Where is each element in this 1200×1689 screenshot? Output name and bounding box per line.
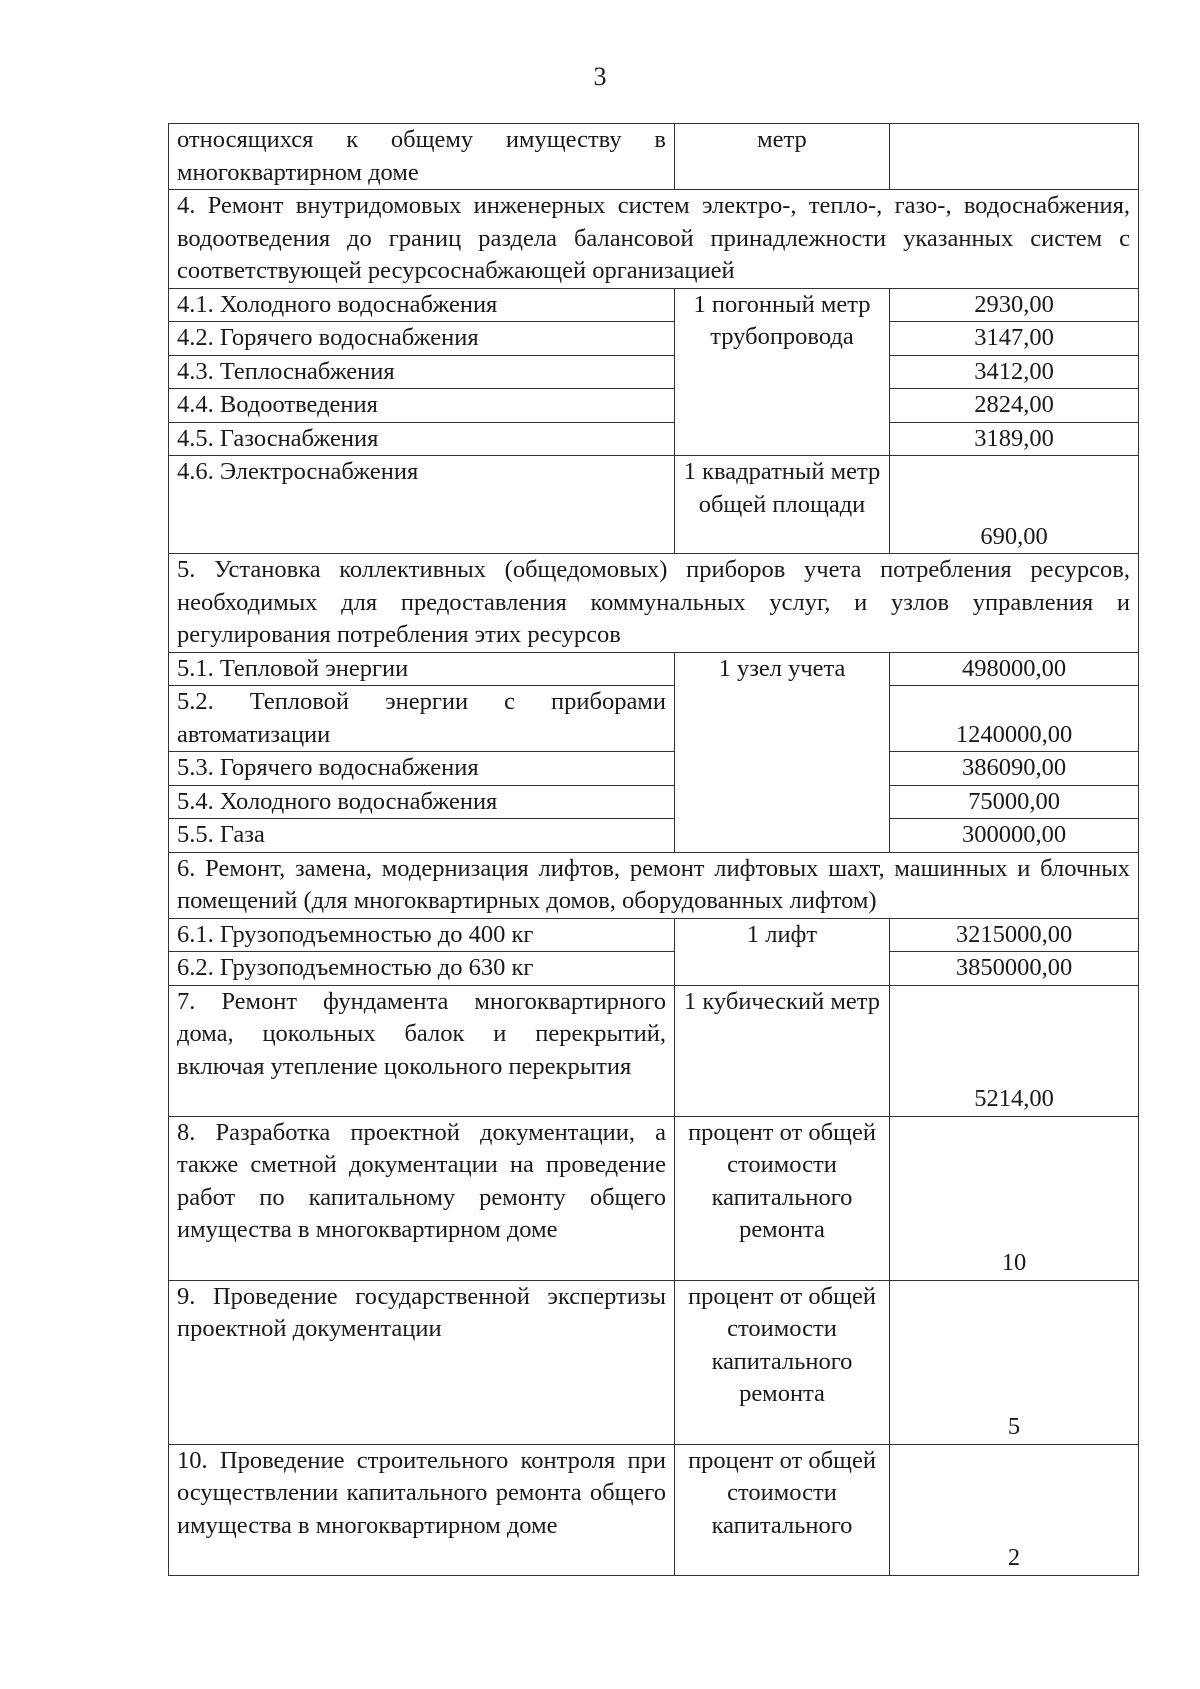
table-row (169, 1280, 1139, 1444)
table-row (169, 985, 1139, 1116)
work-cell: 8. Разработка проектной документации, а также сметной документации на проведение работ по капитальному ремонту общего имущества в многоквартирном доме (169, 1116, 675, 1280)
price-cell (890, 124, 1139, 190)
table-row (169, 652, 1139, 686)
work-cell: 4.5. Газоснабжения (169, 422, 675, 456)
table-row (169, 422, 1139, 456)
work-cell: 5.5. Газа (169, 819, 675, 853)
table-row (169, 389, 1139, 423)
price-cell: 3850000,00 (890, 952, 1139, 986)
section-row (169, 852, 1139, 918)
table-row (169, 819, 1139, 853)
section-heading: 6. Ремонт, замена, модернизация лифтов, ремонт лифтовых шахт, машинных и блочных помещений (для многоквартирных домов, оборудованных лифтом) (169, 852, 1139, 918)
price-cell: 10 (890, 1116, 1139, 1280)
table-row (169, 288, 1139, 322)
table-row (169, 686, 1139, 752)
price-cell: 3189,00 (890, 422, 1139, 456)
price-cell: 386090,00 (890, 752, 1139, 786)
table-row (169, 355, 1139, 389)
table-row (169, 918, 1139, 952)
work-cell: 4.1. Холодного водоснабжения (169, 288, 675, 322)
cost-table (168, 123, 1139, 1576)
price-cell: 498000,00 (890, 652, 1139, 686)
work-cell: 4.4. Водоотведения (169, 389, 675, 423)
section-heading: 5. Установка коллективных (общедомовых) приборов учета потребления ресурсов, необходимых для предоставления коммунальных услуг, и узлов управления и регулирования потребления этих ресурсов (169, 554, 1139, 653)
work-cell: относящихся к общему имуществу в многоквартирном доме (169, 124, 675, 190)
unit-cell: 1 погонный метр трубопровода (675, 288, 890, 456)
unit-cell: процент от общей стоимости капитального ремонта (675, 1280, 890, 1444)
price-cell: 3412,00 (890, 355, 1139, 389)
price-cell: 75000,00 (890, 785, 1139, 819)
section-row (169, 554, 1139, 653)
unit-cell: метр (675, 124, 890, 190)
unit-cell: 1 лифт (675, 918, 890, 985)
price-cell: 300000,00 (890, 819, 1139, 853)
work-cell: 9. Проведение государственной экспертизы проектной документации (169, 1280, 675, 1444)
section-heading: 4. Ремонт внутридомовых инженерных систем электро-, тепло-, газо-, водоснабжения, водоотведения до границ раздела балансовой принадлежности указанных систем с соответствующей ресурсоснабжающей организацией (169, 190, 1139, 289)
work-cell: 10. Проведение строительного контроля при осуществлении капитального ремонта общего имущества в многоквартирном доме (169, 1444, 675, 1575)
table-row (169, 952, 1139, 986)
price-cell: 690,00 (890, 456, 1139, 554)
page-number: 3 (593, 62, 607, 91)
work-cell: 4.2. Горячего водоснабжения (169, 322, 675, 356)
price-cell: 5 (890, 1280, 1139, 1444)
unit-cell: 1 кубический метр (675, 985, 890, 1116)
unit-cell: процент от общей стоимости капитального (675, 1444, 890, 1575)
section-row (169, 190, 1139, 289)
table-row (169, 456, 1139, 554)
price-cell: 3215000,00 (890, 918, 1139, 952)
unit-cell: 1 квадратный метр общей площади (675, 456, 890, 554)
work-cell: 5.2. Тепловой энергии с приборами автоматизации (169, 686, 675, 752)
table-row (169, 124, 1139, 190)
price-cell: 5214,00 (890, 985, 1139, 1116)
price-cell: 2930,00 (890, 288, 1139, 322)
table-row (169, 752, 1139, 786)
unit-cell: 1 узел учета (675, 652, 890, 852)
work-cell: 4.3. Теплоснабжения (169, 355, 675, 389)
price-cell: 3147,00 (890, 322, 1139, 356)
price-cell: 1240000,00 (890, 686, 1139, 752)
unit-cell: процент от общей стоимости капитального ремонта (675, 1116, 890, 1280)
table-row (169, 322, 1139, 356)
table-row (169, 1116, 1139, 1280)
work-cell: 6.1. Грузоподъемностью до 400 кг (169, 918, 675, 952)
work-cell: 5.1. Тепловой энергии (169, 652, 675, 686)
table-row (169, 785, 1139, 819)
work-cell: 6.2. Грузоподъемностью до 630 кг (169, 952, 675, 986)
work-cell: 4.6. Электроснабжения (169, 456, 675, 554)
table-row (169, 1444, 1139, 1575)
work-cell: 7. Ремонт фундамента многоквартирного дома, цокольных балок и перекрытий, включая утепление цокольного перекрытия (169, 985, 675, 1116)
work-cell: 5.3. Горячего водоснабжения (169, 752, 675, 786)
price-cell: 2824,00 (890, 389, 1139, 423)
price-cell: 2 (890, 1444, 1139, 1575)
work-cell: 5.4. Холодного водоснабжения (169, 785, 675, 819)
